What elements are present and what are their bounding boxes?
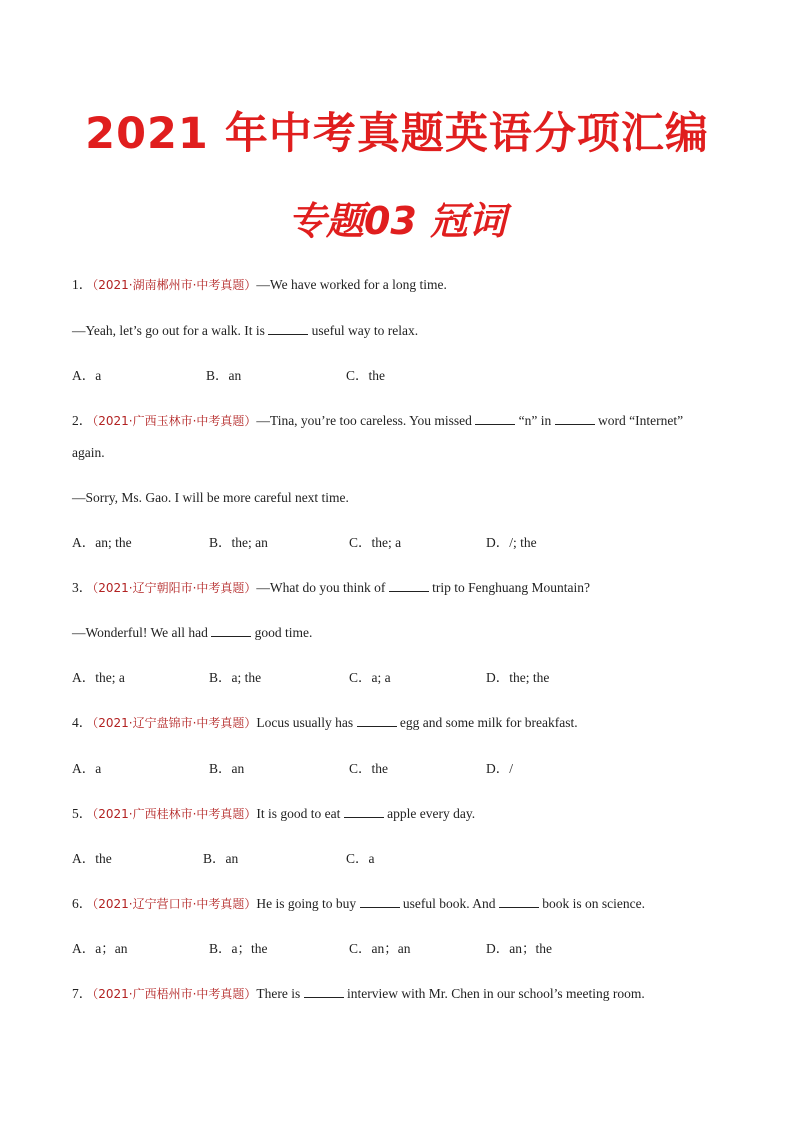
option-c[interactable]: C．the: [349, 761, 388, 776]
option-c[interactable]: C．a; a: [349, 670, 391, 685]
answer-blank: [304, 985, 344, 998]
option-b[interactable]: B．an: [203, 851, 239, 866]
question-source: （2021·广西玉林市·中考真题）: [92, 414, 257, 428]
question-4: [72, 714, 578, 732]
answer-blank: [389, 579, 429, 592]
question-text: It is good to eat: [256, 806, 344, 821]
option-d[interactable]: D．/; the: [486, 535, 537, 550]
question-number: 6．: [72, 896, 93, 911]
question-source: （2021·辽宁营口市·中考真题）: [92, 897, 257, 911]
question-number: 2．: [72, 413, 93, 428]
question-text: There is: [256, 986, 304, 1001]
option-a[interactable]: A．the; a: [72, 670, 125, 685]
option-d[interactable]: D．the; the: [486, 670, 550, 685]
question-text: —What do you think of: [256, 580, 389, 595]
question-source: （2021·广西梧州市·中考真题）: [92, 987, 257, 1001]
question-text: —Yeah, let’s go out for a walk. It is: [72, 323, 269, 338]
answer-blank: [357, 714, 397, 727]
question-number: 4．: [72, 715, 93, 730]
question-text: Locus usually has: [256, 715, 357, 730]
option-d[interactable]: D．/: [486, 761, 513, 776]
question-text: good time.: [251, 625, 313, 640]
question-text: word “Internet”: [594, 413, 684, 428]
question-number: 5．: [72, 806, 93, 821]
question-text: egg and some milk for breakfast.: [396, 715, 578, 730]
option-b[interactable]: B．a; the: [209, 670, 262, 685]
question-source: （2021·湖南郴州市·中考真题）: [92, 278, 257, 292]
question-number: 1．: [72, 277, 93, 292]
document-subtitle: 专题03 冠词: [287, 199, 507, 243]
answer-blank: [499, 895, 539, 908]
answer-blank: [268, 322, 308, 335]
option-a[interactable]: A．the: [72, 851, 112, 866]
question-text: useful way to relax.: [308, 323, 419, 338]
question-text: —We have worked for a long time.: [256, 277, 447, 292]
answer-blank: [344, 805, 384, 818]
question-text: useful book. And: [399, 896, 499, 911]
question-2: [72, 412, 683, 430]
question-1-line-2: [72, 322, 418, 340]
question-text: book is on science.: [538, 896, 646, 911]
question-7: [72, 985, 645, 1003]
question-5: [72, 805, 475, 823]
option-c[interactable]: C．a: [346, 851, 375, 866]
option-b[interactable]: B．an: [209, 761, 245, 776]
option-d[interactable]: D．an；the: [486, 941, 552, 956]
question-text: —Wonderful! We all had: [72, 625, 212, 640]
question-source: （2021·广西桂林市·中考真题）: [92, 807, 257, 821]
question-text: interview with Mr. Chen in our school’s meeting room.: [343, 986, 645, 1001]
option-b[interactable]: B．an: [206, 368, 242, 383]
answer-blank: [555, 412, 595, 425]
question-1: [72, 276, 447, 294]
question-number: 7．: [72, 986, 93, 1001]
option-a[interactable]: A．a: [72, 368, 102, 383]
option-a[interactable]: A．an; the: [72, 535, 132, 550]
question-2-line-2: —Sorry, Ms. Gao. I will be more careful next time.: [72, 490, 349, 505]
question-text: “n” in: [515, 413, 555, 428]
question-text: He is going to buy: [256, 896, 360, 911]
option-b[interactable]: B．a；the: [209, 941, 268, 956]
question-text: apple every day.: [383, 806, 476, 821]
answer-blank: [360, 895, 400, 908]
document-title: 2021 年中考真题英语分项汇编: [85, 109, 709, 159]
question-3-line-2: [72, 624, 312, 642]
question-2-continuation: again.: [72, 445, 105, 460]
answer-blank: [475, 412, 515, 425]
option-c[interactable]: C．the: [346, 368, 385, 383]
option-c[interactable]: C．an；an: [349, 941, 411, 956]
question-text: —Tina, you’re too careless. You missed: [256, 413, 476, 428]
question-text: trip to Fenghuang Mountain?: [428, 580, 591, 595]
option-a[interactable]: A．a: [72, 761, 102, 776]
answer-blank: [211, 624, 251, 637]
option-a[interactable]: A．a；an: [72, 941, 128, 956]
option-b[interactable]: B．the; an: [209, 535, 268, 550]
question-source: （2021·辽宁朝阳市·中考真题）: [92, 581, 257, 595]
question-6: [72, 895, 645, 913]
question-source: （2021·辽宁盘锦市·中考真题）: [92, 716, 257, 730]
question-3: [72, 579, 590, 597]
option-c[interactable]: C．the; a: [349, 535, 402, 550]
question-number: 3．: [72, 580, 93, 595]
